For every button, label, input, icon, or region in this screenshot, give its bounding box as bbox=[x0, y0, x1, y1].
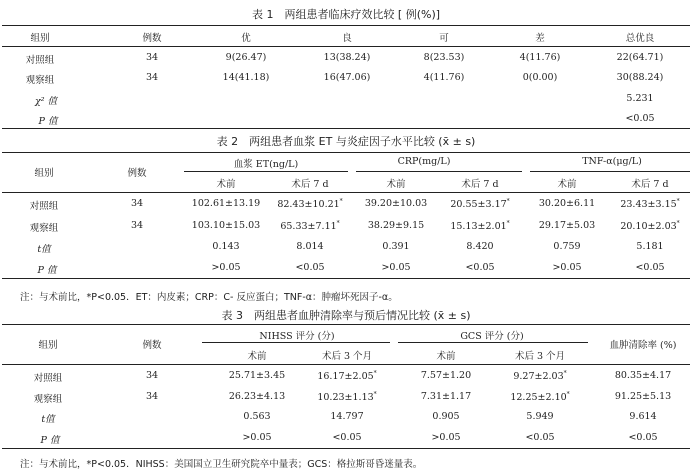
table2-cell: 8.014 bbox=[296, 241, 324, 252]
table2-cell: 对照组 bbox=[29, 201, 59, 212]
table2-cell: <0.05 bbox=[635, 262, 665, 273]
table2-cell: 15.13±2.01* bbox=[450, 220, 510, 233]
table1-cell: χ² 值 bbox=[34, 96, 58, 107]
table3-cell: 10.23±1.13* bbox=[317, 391, 377, 404]
table2-title: 表 2 两组患者血浆 ET 与炎症因子水平比较 (x̄ ± s) bbox=[216, 135, 476, 148]
table2-cell: 29.17±5.03 bbox=[538, 220, 596, 231]
table2-group-rule bbox=[530, 171, 690, 172]
table3-cell: 91.25±5.13 bbox=[614, 391, 672, 402]
table2-cell: 103.10±15.03 bbox=[191, 220, 261, 231]
table2-sub-post: 术后 7 d bbox=[291, 179, 329, 190]
table3-cell: 观察组 bbox=[33, 394, 63, 405]
table1-cell: <0.05 bbox=[625, 113, 655, 124]
table1-header-fair: 可 bbox=[439, 33, 449, 44]
table2-group-rule bbox=[184, 171, 348, 172]
table2-cell: 82.43±10.21* bbox=[277, 198, 343, 211]
table1-cell: P 值 bbox=[38, 116, 58, 127]
table2-cell: 34 bbox=[130, 198, 144, 209]
table3-cell: >0.05 bbox=[431, 432, 461, 443]
table1-cell: 30(88.24) bbox=[616, 72, 664, 83]
table1-header-rule bbox=[2, 46, 690, 47]
table3-cell: 7.31±1.17 bbox=[420, 391, 472, 402]
table1-cell: 34 bbox=[145, 52, 159, 63]
table3-cell: >0.05 bbox=[242, 432, 272, 443]
table3-cell: t值 bbox=[41, 414, 55, 425]
table2-cell: P 值 bbox=[37, 265, 57, 276]
table1-top-rule bbox=[2, 25, 690, 26]
table2-header-group: 组别 bbox=[34, 168, 54, 179]
table2-cell: 8.420 bbox=[466, 241, 494, 252]
table3-cell: 25.71±3.45 bbox=[228, 370, 286, 381]
table1-header-group: 组别 bbox=[30, 33, 50, 44]
table2-group-tnf: TNF-α(μg/L) bbox=[582, 156, 642, 167]
table2-group-et: 血浆 ET(ng/L) bbox=[233, 159, 299, 170]
table1-cell: 13(38.24) bbox=[323, 52, 371, 63]
table1-cell: 22(64.71) bbox=[616, 52, 664, 63]
table1-cell: 对照组 bbox=[25, 55, 55, 66]
table3-cell: 对照组 bbox=[33, 373, 63, 384]
table2-top-rule bbox=[2, 152, 690, 153]
table3-cell: 7.57±1.20 bbox=[420, 370, 472, 381]
table3-cell: P 值 bbox=[40, 435, 60, 446]
table3-cell: 12.25±2.10* bbox=[510, 391, 570, 404]
table3-group-nihss: NIHSS 评分 (分) bbox=[259, 331, 335, 342]
table3-sub-pre: 术前 bbox=[247, 351, 267, 362]
table3-note: 注：与术前比，*P<0.05．NIHSS：美国国立卫生研究院卒中量表；GCS：格拉斯哥昏迷量表。 bbox=[20, 459, 423, 470]
table3-cell: 34 bbox=[145, 370, 159, 381]
table2-sub-post: 术后 7 d bbox=[631, 179, 669, 190]
table3-cell: 16.17±2.05* bbox=[317, 370, 377, 383]
table3-cell: 14.797 bbox=[330, 411, 364, 422]
table2-cell: 0.391 bbox=[382, 241, 410, 252]
table2-sub-pre: 术前 bbox=[386, 179, 406, 190]
table3-cell: 26.23±4.13 bbox=[228, 391, 286, 402]
table2-group-rule bbox=[356, 171, 522, 172]
table3-cell: 0.563 bbox=[243, 411, 271, 422]
table3-group-rule bbox=[398, 342, 588, 343]
table2-cell: >0.05 bbox=[381, 262, 411, 273]
table2-cell: 39.20±10.03 bbox=[364, 198, 428, 209]
table2-sub-post: 术后 7 d bbox=[461, 179, 499, 190]
table2-cell: 38.29±9.15 bbox=[367, 220, 425, 231]
table1-bottom-rule bbox=[2, 128, 690, 129]
table3-cell: <0.05 bbox=[525, 432, 555, 443]
table2-header-n: 例数 bbox=[127, 168, 147, 179]
table2-sub-pre: 术前 bbox=[216, 179, 236, 190]
table2-cell: >0.05 bbox=[552, 262, 582, 273]
table3-header-n: 例数 bbox=[142, 340, 162, 351]
table3-sub-pre: 术前 bbox=[436, 351, 456, 362]
table1-cell: 4(11.76) bbox=[423, 72, 465, 83]
table1-header-total: 总优良 bbox=[625, 33, 655, 44]
table2-note: 注：与术前比，*P<0.05．ET：内皮素；CRP：C- 反应蛋白；TNF-α：肿瘤坏死因子-α。 bbox=[20, 292, 398, 303]
table3-cell: 0.905 bbox=[432, 411, 460, 422]
table3-bottom-rule bbox=[2, 448, 690, 449]
table3-group-rule bbox=[202, 342, 390, 343]
table2-cell: 观察组 bbox=[29, 223, 59, 234]
table2-cell: 34 bbox=[130, 220, 144, 231]
table2-cell: 0.143 bbox=[212, 241, 240, 252]
table3-sub-post: 术后 3 个月 bbox=[321, 351, 373, 362]
table3-cell: <0.05 bbox=[332, 432, 362, 443]
table2-cell: 23.43±3.15* bbox=[620, 198, 680, 211]
table1-cell: 8(23.53) bbox=[423, 52, 465, 63]
table2-cell: 30.20±6.11 bbox=[538, 198, 596, 209]
table2-bottom-rule bbox=[2, 278, 690, 279]
table3-top-rule bbox=[2, 324, 690, 325]
table3-title: 表 3 两组患者血肿清除率与预后情况比较 (x̄ ± s) bbox=[221, 309, 471, 322]
table2-cell: 20.10±2.03* bbox=[620, 220, 680, 233]
table3-sub-post: 术后 3 个月 bbox=[514, 351, 566, 362]
table3-header-clearance: 血肿清除率 (%) bbox=[609, 340, 677, 351]
table1-cell: 4(11.76) bbox=[519, 52, 561, 63]
table2-sub-pre: 术前 bbox=[557, 179, 577, 190]
table3-cell: 5.949 bbox=[526, 411, 554, 422]
table3-cell: 9.27±2.03* bbox=[513, 370, 567, 383]
table2-header-rule bbox=[2, 192, 690, 193]
table2-cell: <0.05 bbox=[295, 262, 325, 273]
table2-cell: 20.55±3.17* bbox=[450, 198, 510, 211]
table3-cell: 80.35±4.17 bbox=[614, 370, 672, 381]
table2-cell: 0.759 bbox=[553, 241, 581, 252]
table1-header-excellent: 优 bbox=[241, 33, 251, 44]
table1-title: 表 1 两组患者临床疗效比较 [ 例(%)] bbox=[251, 8, 441, 21]
table1-cell: 5.231 bbox=[626, 93, 654, 104]
table2-group-crp: CRP(mg/L) bbox=[397, 156, 451, 167]
table1-cell: 14(41.18) bbox=[222, 72, 270, 83]
table2-cell: 5.181 bbox=[636, 241, 664, 252]
table3-cell: 9.614 bbox=[629, 411, 657, 422]
table1-header-n: 例数 bbox=[142, 33, 162, 44]
table2-cell: t值 bbox=[37, 244, 51, 255]
table1-cell: 16(47.06) bbox=[323, 72, 371, 83]
table3-group-gcs: GCS 评分 (分) bbox=[460, 331, 524, 342]
table2-cell: <0.05 bbox=[465, 262, 495, 273]
table1-cell: 34 bbox=[145, 72, 159, 83]
table1-cell: 0(0.00) bbox=[522, 72, 558, 83]
table1-cell: 9(26.47) bbox=[225, 52, 267, 63]
table2-cell: 102.61±13.19 bbox=[191, 198, 261, 209]
table3-header-rule bbox=[2, 364, 690, 365]
table2-cell: 65.33±7.11* bbox=[280, 220, 340, 233]
table1-header-good: 良 bbox=[342, 33, 352, 44]
table3-header-group: 组别 bbox=[38, 340, 58, 351]
table1-cell: 观察组 bbox=[25, 75, 55, 86]
table3-cell: <0.05 bbox=[628, 432, 658, 443]
table2-cell: >0.05 bbox=[211, 262, 241, 273]
table1-header-poor: 差 bbox=[535, 33, 545, 44]
table3-cell: 34 bbox=[145, 391, 159, 402]
